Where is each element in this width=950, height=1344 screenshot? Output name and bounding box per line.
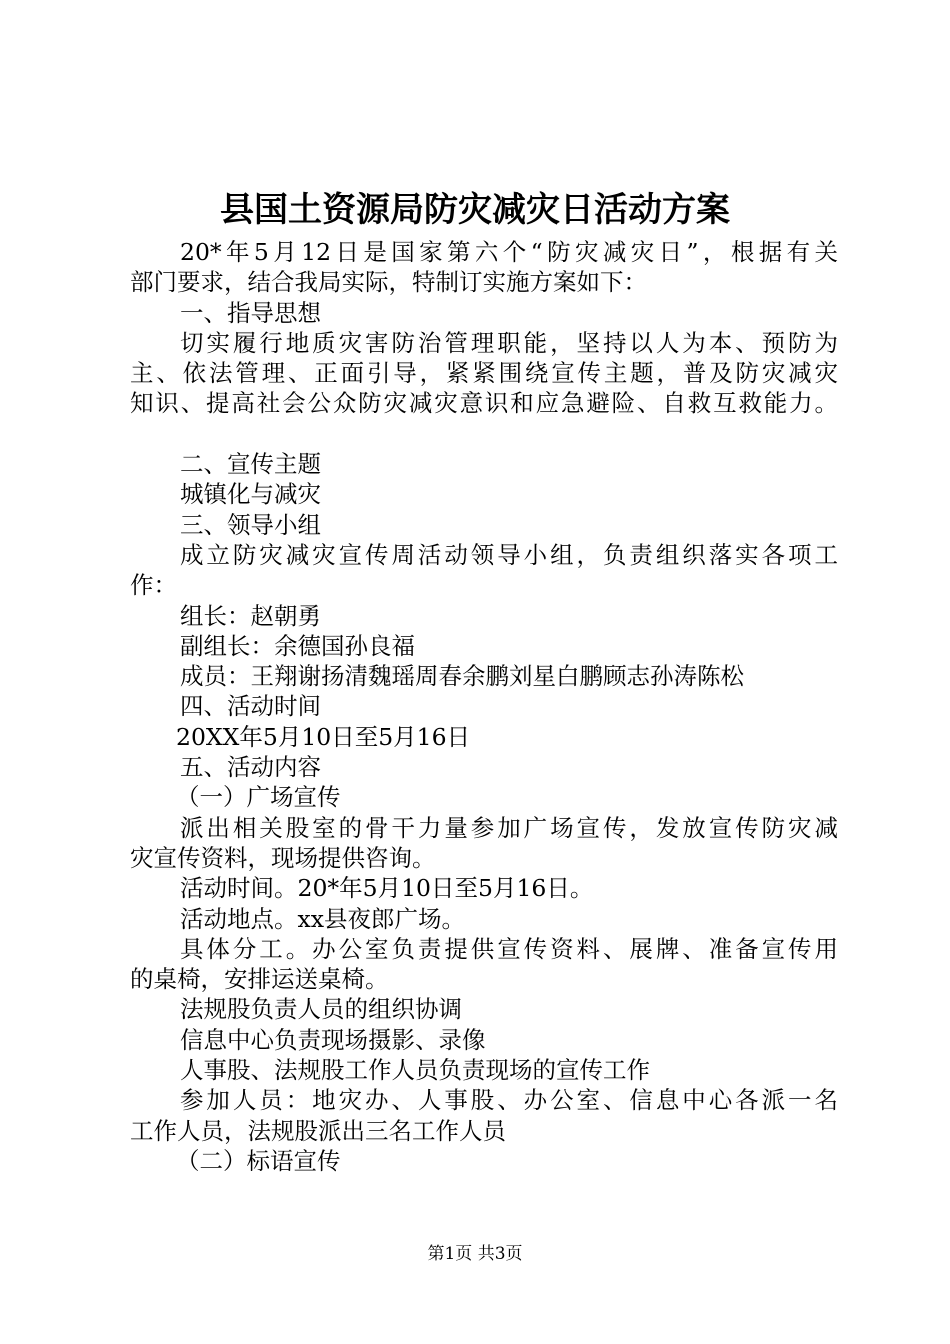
document-title: 县国土资源局防灾减灾日活动方案 — [220, 190, 730, 230]
section-heading: 二、宣传主题 — [180, 450, 321, 479]
paragraph-line: 法规股负责人员的组织协调 — [180, 995, 462, 1024]
blank-line — [130, 419, 838, 449]
section-heading: 一、指导思想 — [180, 298, 321, 327]
paragraph-line: 具体分工。办公室负责提供宣传资料、展牌、准备宣传用 — [180, 934, 838, 963]
paragraph-line: 副组长：余德国孙良福 — [180, 631, 415, 660]
document-body — [130, 237, 838, 1176]
paragraph-line: 活动地点。xx县夜郎广场。 — [180, 904, 466, 933]
paragraph-line: 20XX年5月10日至5月16日 — [176, 722, 471, 751]
paragraph-line: 工作人员，法规股派出三名工作人员 — [130, 1116, 506, 1145]
paragraph-line: 城镇化与减灾 — [180, 480, 321, 509]
paragraph-line: 主、依法管理、正面引导，紧紧围绕宣传主题，普及防灾减灾 — [130, 359, 838, 388]
paragraph-line: 切实履行地质灾害防治管理职能，坚持以人为本、预防为 — [180, 328, 838, 357]
paragraph-line: 的桌椅，安排运送桌椅。 — [130, 965, 389, 994]
paragraph-line: 人事股、法规股工作人员负责现场的宣传工作 — [180, 1056, 650, 1085]
section-heading: 四、活动时间 — [180, 692, 321, 721]
paragraph-line: 知识、提高社会公众防灾减灾意识和应急避险、自救互救能力。 — [130, 389, 838, 418]
subsection-heading: （二）标语宣传 — [176, 1146, 341, 1175]
paragraph-line: 20*年5月12日是国家第六个“防灾减灾日”，根据有关 — [180, 238, 838, 266]
page-number-footer: 第1页 共3页 — [427, 1244, 523, 1264]
section-heading: 三、领导小组 — [180, 510, 321, 539]
paragraph-line: 组长：赵朝勇 — [180, 601, 321, 630]
paragraph-line: 参加人员：地灾办、人事股、办公室、信息中心各派一名 — [180, 1086, 838, 1115]
paragraph-line: 派出相关股室的骨干力量参加广场宣传，发放宣传防灾减 — [180, 813, 838, 842]
paragraph-line: 成立防灾减灾宣传周活动领导小组，负责组织落实各项工 — [180, 540, 838, 569]
paragraph-line: 成员：王翔谢扬清魏瑶周春余鹏刘星白鹏顾志孙涛陈松 — [180, 662, 744, 691]
paragraph-line: 作： — [130, 571, 177, 600]
paragraph-line: 部门要求，结合我局实际，特制订实施方案如下： — [130, 268, 647, 297]
section-heading: 五、活动内容 — [180, 753, 321, 782]
paragraph-line: 灾宣传资料，现场提供咨询。 — [130, 843, 436, 872]
paragraph-line: 信息中心负责现场摄影、录像 — [180, 1025, 486, 1054]
subsection-heading: （一）广场宣传 — [176, 783, 341, 812]
paragraph-line: 活动时间。20*年5月10日至5月16日。 — [180, 874, 594, 903]
